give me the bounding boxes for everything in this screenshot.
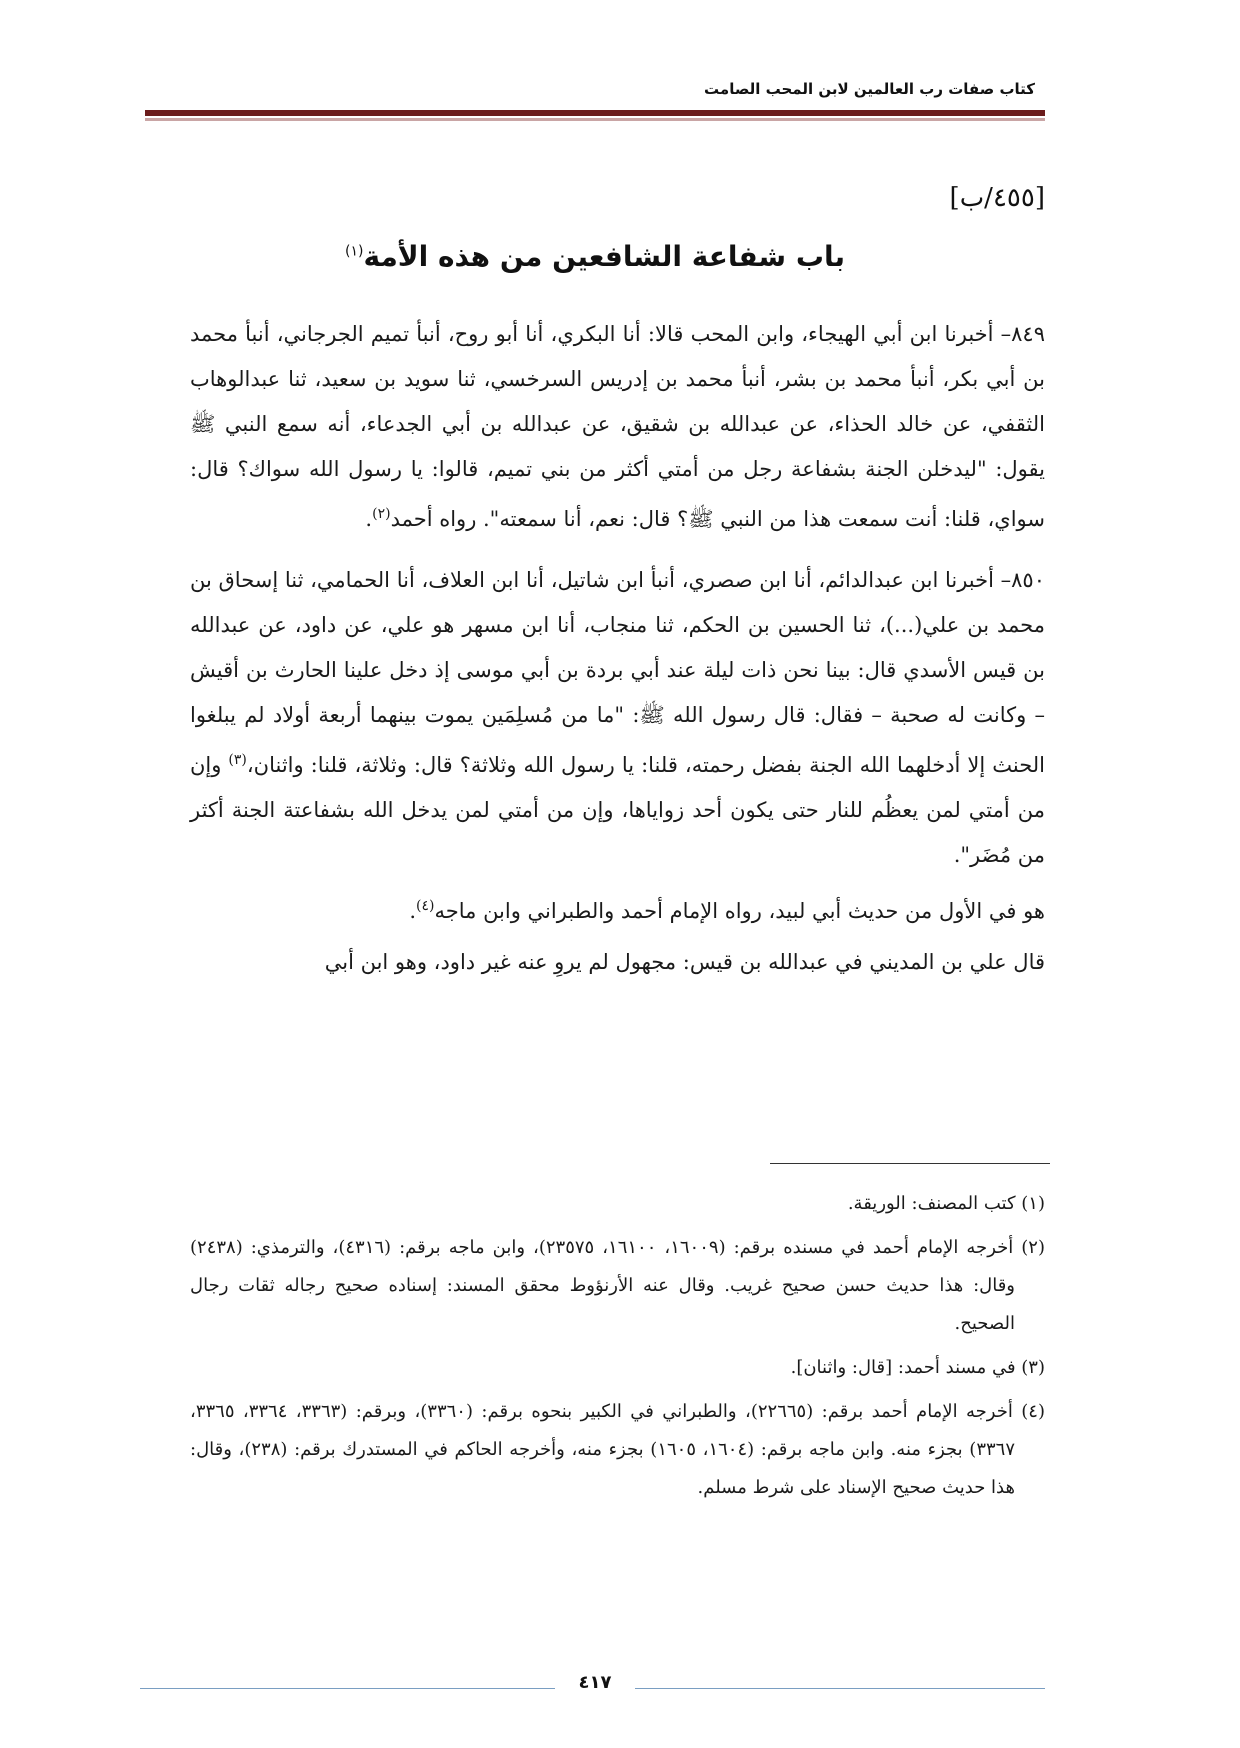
paragraph-text: هو في الأول من حديث أبي لبيد، رواه الإمام أحمد والطبراني وابن ماجه <box>434 899 1045 923</box>
footnote-separator <box>770 1163 1050 1164</box>
footnote: (٢) أخرجه الإمام أحمد في مسنده برقم: (١٦٠٠٩، ١٦١٠٠، ٢٣٥٧٥)، وابن ماجه برقم: (٤٣١٦)، والترمذي: (٢٤٣٨) وقال: هذا حديث حسن صحيح غريب. وقال عنه الأرنؤوط محقق المسند: إسناده صحيح رجاله ثقات رجال الصحيح. <box>190 1237 1045 1334</box>
paragraph-text: ٨٤٩– أخبرنا ابن أبي الهيجاء، وابن المحب قالا: أنا البكري، أنا أبو روح، أنبأ تميم الجرجاني، أنبأ محمد بن أبي بكر، أنبأ محمد بن بشر، أنبأ محمد بن إدريس السرخسي، ثنا سويد بن سعيد، ثنا عبدالوهاب الثقفي، عن خالد الحذاء، عن عبدالله بن شقيق، عن عبدالله بن أبي الجدعاء، أنه سمع النبي ﷺ يقول: "ليدخلن الجنة بشفاعة رجل من أمتي أكثر من بني تميم، قالوا: يا رسول الله سواك؟ قال: سواي، قلنا: أنت سمعت هذا من النبي ﷺ؟ قال: نعم، أنا سمعته". رواه أحمد <box>190 322 1045 531</box>
footnote: (١) كتب المصنف: الوريقة. <box>847 1193 1045 1214</box>
commentary-paragraph <box>190 940 1045 985</box>
manuscript-folio-reference: [٤٥٥/ب] <box>949 183 1045 213</box>
main-text <box>190 312 1045 1001</box>
paragraph-text: . <box>409 899 417 923</box>
paragraph-text: ٨٥٠– أخبرنا ابن عبدالدائم، أنا ابن صصري، أنبأ ابن شاتيل، أنا ابن العلاف، أنا الحمامي، ثنا إسحاق بن محمد بن علي(...)، ثنا الحسين بن الحكم، ثنا منجاب، أنا ابن مسهر هو علي، عن داود، عن عبدالله بن قيس الأسدي قال: بينا نحن ذات ليلة عند أبي بردة بن أبي موسى إذ دخل علينا الحارث بن أقيش – وكانت له صحبة – فقال: قال رسول الله ﷺ: "ما من مُسلِمَين يموت بينهما أربعة أولاد لم يبلغوا الحنث إلا أدخلهما الله الجنة بفضل رحمته، قلنا: يا رسول الله وثلاثة؟ قال: وثلاثة، قلنا: واثنان، <box>190 568 1045 777</box>
chapter-title <box>145 240 1045 273</box>
footnote-marker: (٢) <box>372 506 391 522</box>
paragraph-text: قال علي بن المديني في عبدالله بن قيس: مجهول لم يروِ عنه غير داود، وهو ابن أبي <box>324 950 1045 974</box>
footer-rule-right <box>635 1688 1045 1689</box>
footnote-marker: (٣) <box>228 752 247 768</box>
page-number: ٤١٧ <box>578 1672 612 1693</box>
running-header: كتاب صفات رب العالمين لابن المحب الصامت <box>704 80 1035 98</box>
chapter-title-text: باب شفاعة الشافعين من هذه الأمة <box>363 240 845 273</box>
footer-rule-left <box>140 1688 555 1689</box>
footnotes <box>190 1185 1045 1513</box>
footnote: (٤) أخرجه الإمام أحمد برقم: (٢٢٦٦٥)، والطبراني في الكبير بنحوه برقم: (٣٣٦٠)، وبرقم: (٣٣٦٣، ٣٣٦٤، ٣٣٦٥، ٣٣٦٧) بجزء منه. وابن ماجه برقم: (١٦٠٤، ١٦٠٥) بجزء منه، وأخرجه الحاكم في المستدرك برقم: (٢٣٨)، وقال: هذا حديث صحيح الإسناد على شرط مسلم. <box>190 1401 1045 1498</box>
hadith-paragraph <box>190 558 1045 878</box>
header-rule-shadow <box>145 118 1045 121</box>
footnote: (٣) في مسند أحمد: [قال: واثنان]. <box>790 1357 1045 1378</box>
footnote-marker: (١) <box>345 243 364 260</box>
footnote-marker: (٤) <box>416 898 435 914</box>
header-rule <box>145 110 1045 116</box>
commentary-paragraph <box>190 884 1045 934</box>
hadith-paragraph <box>190 312 1045 542</box>
paragraph-text: وإن من أمتي لمن يعظُم للنار حتى يكون أحد زواياها، وإن من أمتي لمن يدخل الله بشفاعتة الجنة أكثر من مُضَر". <box>190 753 1045 867</box>
paragraph-text: . <box>365 507 373 531</box>
